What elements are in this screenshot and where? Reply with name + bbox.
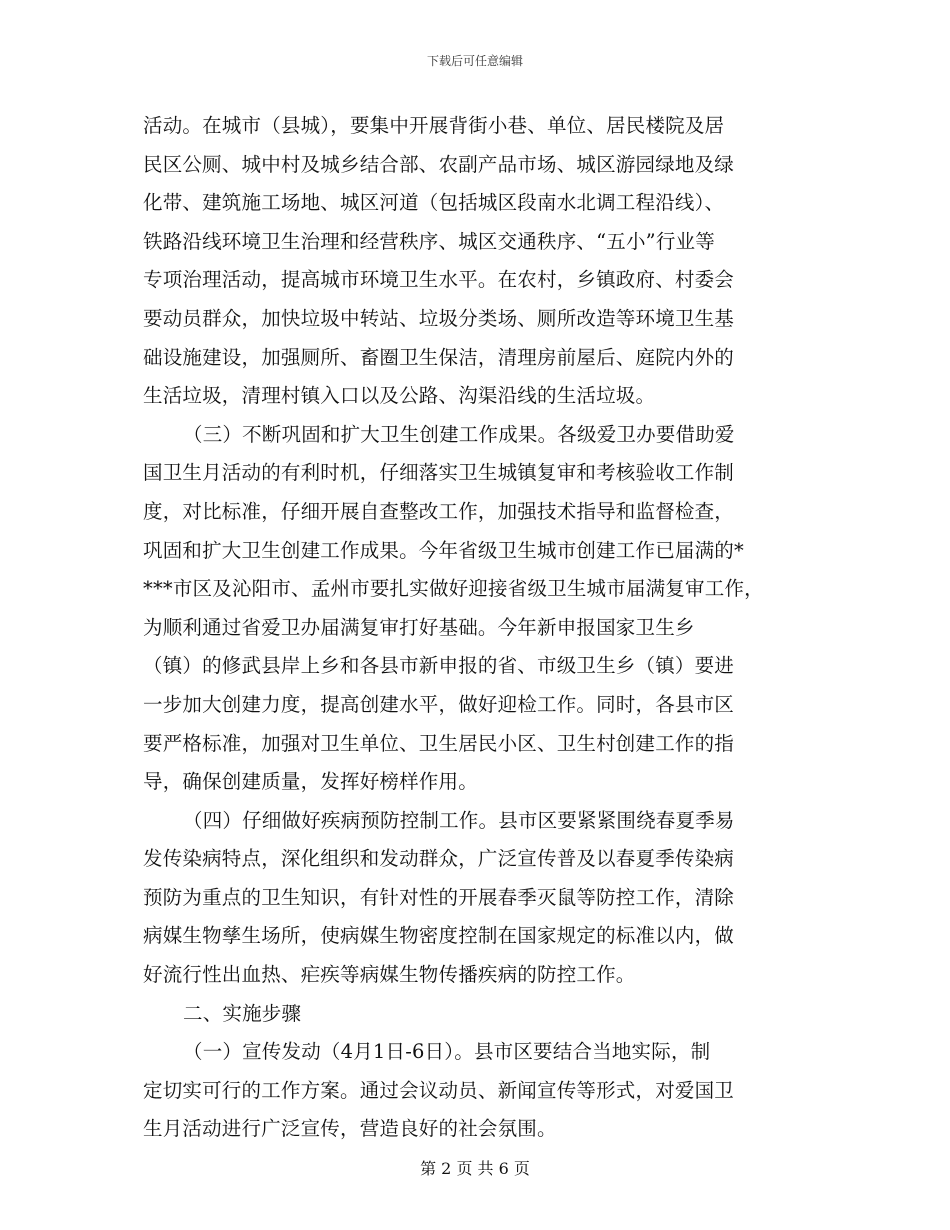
text-line: 发传染病特点，深化组织和发动群众，广泛宣传普及以春夏季传染病 bbox=[143, 847, 735, 871]
section-heading: 二、实施步骤 bbox=[183, 1001, 302, 1025]
text-line: 定切实可行的工作方案。通过会议动员、新闻宣传等形式，对爱国卫 bbox=[143, 1078, 735, 1102]
text-line: 病媒生物孳生场所，使病媒生物密度控制在国家规定的标准以内，做 bbox=[143, 924, 735, 948]
text-line: 国卫生月活动的有利时机，仔细落实卫生城镇复审和考核验收工作制 bbox=[143, 461, 735, 485]
text-line: 度，对比标准，仔细开展自查整改工作，加强技术指导和监督检查， bbox=[143, 499, 735, 523]
text-line: 导，确保创建质量，发挥好榜样作用。 bbox=[143, 770, 478, 794]
text-line: 预防为重点的卫生知识，有针对性的开展春季灭鼠等防控工作，清除 bbox=[143, 885, 735, 909]
paragraph-start-line: （三）不断巩固和扩大卫生创建工作成果。各级爱卫办要借助爱 bbox=[183, 422, 735, 446]
text-line: 生月活动进行广泛宣传，营造良好的社会氛围。 bbox=[143, 1117, 557, 1141]
text-line: 要动员群众，加快垃圾中转站、垃圾分类场、厕所改造等环境卫生基 bbox=[143, 306, 735, 330]
text-line: 生活垃圾，清理村镇入口以及公路、沟渠沿线的生活垃圾。 bbox=[143, 384, 656, 408]
text-line: 专项治理活动，提高城市环境卫生水平。在农村，乡镇政府、村委会 bbox=[143, 268, 735, 292]
page-number-footer: 第 2 页 共 6 页 bbox=[420, 1159, 530, 1178]
text-line: （镇）的修武县岸上乡和各县市新申报的省、市级卫生乡（镇）要进 bbox=[143, 654, 735, 678]
text-line: 要严格标准，加强对卫生单位、卫生居民小区、卫生村创建工作的指 bbox=[143, 731, 735, 755]
text-line: 活动。在城市（县城），要集中开展背街小巷、单位、居民楼院及居 bbox=[143, 114, 725, 137]
text-line: 铁路沿线环境卫生治理和经营秩序、城区交通秩序、“五小”行业等 bbox=[143, 229, 715, 253]
text-line: ***市区及沁阳市、孟州市要扎实做好迎接省级卫生城市届满复审工作， bbox=[143, 577, 764, 601]
text-line: 化带、建筑施工场地、城区河道（包括城区段南水北调工程沿线）、 bbox=[143, 191, 725, 215]
paragraph-start-line: （一）宣传发动（4月1日-6日）。县市区要结合当地实际，制 bbox=[183, 1040, 711, 1064]
page-header-note: 下载后可任意编辑 bbox=[426, 54, 523, 68]
text-line: 好流行性出血热、疟疾等病媒生物传播疾病的防控工作。 bbox=[143, 963, 636, 987]
paragraph-start-line: （四）仔细做好疾病预防控制工作。县市区要紧紧围绕春夏季易 bbox=[183, 808, 735, 832]
text-line: 础设施建设，加强厕所、畜圈卫生保洁，清理房前屋后、庭院内外的 bbox=[143, 345, 735, 369]
text-line: 民区公厕、城中村及城乡结合部、农副产品市场、城区游园绿地及绿 bbox=[143, 152, 735, 176]
text-line: 为顺利通过省爱卫办届满复审打好基础。今年新申报国家卫生乡 bbox=[143, 615, 695, 639]
document-body bbox=[143, 107, 813, 1149]
text-line: 巩固和扩大卫生创建工作成果。今年省级卫生城市创建工作已届满的* bbox=[143, 538, 744, 562]
text-line: 一步加大创建力度，提高创建水平，做好迎检工作。同时，各县市区 bbox=[143, 692, 735, 716]
